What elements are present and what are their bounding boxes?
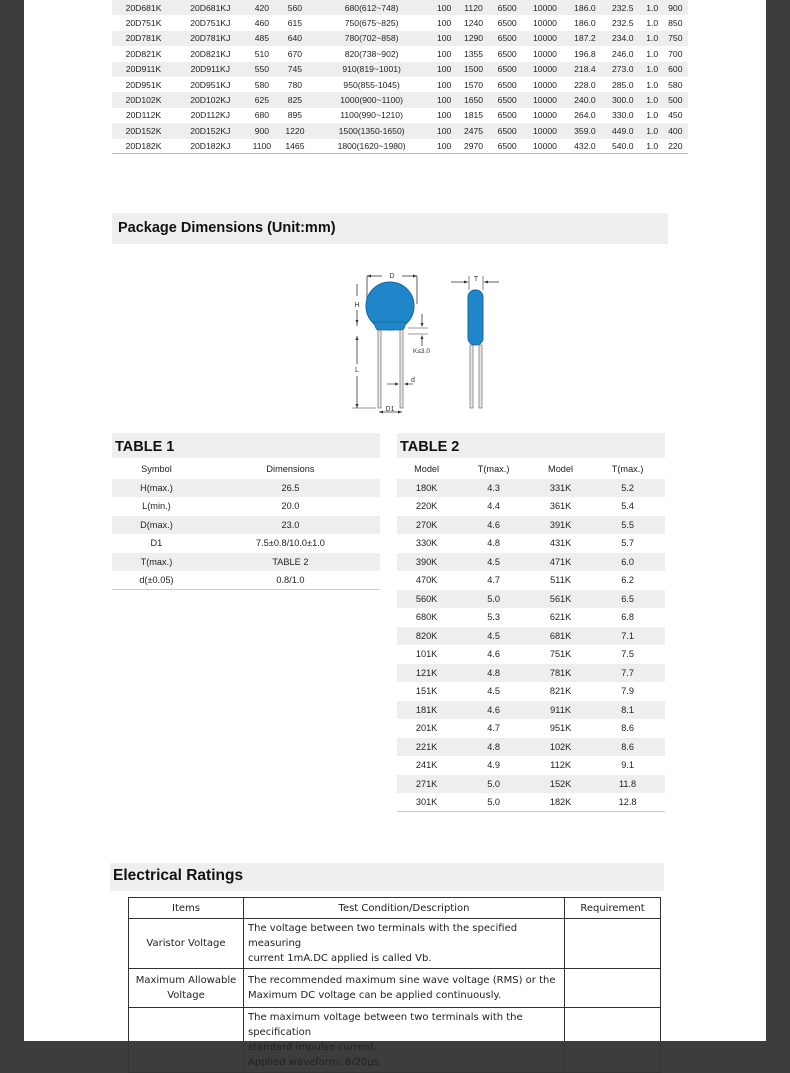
spec-cell: 1290: [457, 31, 491, 46]
electrical-requirement: [565, 919, 661, 969]
table2-row: [397, 645, 665, 664]
datasheet-page: [24, 0, 766, 1068]
spec-cell: 186.0: [574, 18, 596, 29]
table2-cell: 182K: [531, 793, 590, 812]
table1-row: [112, 479, 380, 498]
spec-cell: 1465: [278, 139, 312, 154]
spec-cell: 100: [436, 18, 452, 29]
table2-row: [397, 479, 665, 498]
spec-cell: 6500: [490, 62, 524, 77]
spec-cell: 20D751KJ: [190, 18, 231, 29]
table2-cell: 221K: [397, 738, 456, 757]
electrical-header-cell: Items: [129, 898, 244, 919]
table2-cell: 7.7: [590, 664, 665, 683]
spec-cell: 2970: [457, 139, 491, 154]
spec-cell: 20D681KJ: [175, 0, 246, 15]
label-d1: D1: [385, 406, 395, 413]
spec-cell: 1.0: [646, 79, 659, 90]
table2-cell: 151K: [415, 686, 438, 697]
spec-cell: 1220: [278, 123, 312, 138]
table2-cell: 821K: [549, 686, 572, 697]
spec-cell: 1.0: [642, 62, 663, 77]
spec-cell: 560: [278, 0, 312, 15]
spec-cell: 6500: [490, 139, 524, 154]
spec-cell: 680: [254, 110, 270, 121]
spec-cell: 20D781K: [112, 31, 175, 46]
table2-cell: 9.1: [621, 760, 634, 771]
table2-cell: 911K: [531, 701, 590, 720]
spec-cell: 6500: [497, 79, 517, 90]
spec-cell: 895: [287, 110, 303, 121]
table2-cell: 121K: [397, 664, 456, 683]
spec-cell: 450: [668, 110, 683, 121]
spec-cell: 186.0: [566, 0, 604, 15]
spec-row: [112, 46, 688, 61]
electrical-header-cell: Test Condition/Description: [244, 898, 565, 919]
table2-cell: 4.7: [487, 575, 500, 586]
spec-cell: 100: [432, 31, 457, 46]
table1-cell: 20.0: [281, 501, 300, 512]
table2-cell: 4.6: [456, 516, 531, 535]
spec-cell: 232.5: [604, 0, 642, 15]
table2-cell: 6.8: [621, 612, 634, 623]
spec-cell: 100: [432, 92, 457, 107]
description-line: The voltage between two terminals with the specified measuring: [248, 923, 518, 949]
electrical-ratings-title: Electrical Ratings: [110, 863, 664, 891]
table2-row: [397, 719, 665, 738]
table2-cell: 5.0: [456, 775, 531, 794]
table2-row: [397, 627, 665, 646]
spec-cell: 100: [432, 123, 457, 138]
spec-cell: 600: [663, 62, 688, 77]
description-line: Maximum DC voltage can be applied continuously.: [248, 990, 502, 1001]
table2-cell: 5.3: [487, 612, 500, 623]
table2-row: [397, 497, 665, 516]
spec-cell: 100: [432, 139, 457, 154]
table2-cell: 7.1: [590, 627, 665, 646]
spec-cell: 6500: [490, 0, 524, 15]
spec-cell: 745: [278, 62, 312, 77]
table2-cell: 4.5: [456, 627, 531, 646]
spec-cell: 187.2: [566, 31, 604, 46]
spec-cell: 20D911K: [112, 62, 175, 77]
table1-header-cell: Dimensions: [266, 464, 315, 475]
table1-cell: L(min.): [142, 501, 171, 512]
spec-cell: 100: [432, 0, 457, 15]
spec-cell: 910(819~1001): [312, 62, 432, 77]
package-dimensions-diagram: [314, 264, 479, 424]
table1-cell: 26.5: [201, 479, 380, 498]
spec-cell: 10000: [533, 79, 557, 90]
spec-cell: 510: [254, 48, 270, 59]
spec-cell: 485: [246, 31, 279, 46]
table1-cell: 7.5±0.8/10.0±1.0: [256, 538, 325, 549]
table1-header-row: [112, 460, 380, 479]
spec-cell: 10000: [524, 0, 566, 15]
table1-row: [112, 534, 380, 553]
table2-row: [397, 590, 665, 609]
spec-cell: 240.0: [566, 92, 604, 107]
spec-cell: 700: [668, 48, 683, 59]
table2-cell: 101K: [415, 649, 438, 660]
table2-row: [397, 553, 665, 572]
table1-header-cell: Symbol: [141, 464, 172, 475]
spec-cell: 1.0: [646, 18, 659, 29]
label-d-diameter: D: [389, 273, 395, 280]
spec-cell: 285.0: [611, 79, 634, 90]
label-d-lead: d: [411, 377, 415, 384]
spec-cell: 1.0: [646, 48, 659, 59]
spec-cell: 20D102K: [112, 92, 175, 107]
table2-row: [397, 738, 665, 757]
spec-cell: 20D951KJ: [190, 79, 231, 90]
spec-cell: 1.0: [642, 92, 663, 107]
table1-title: TABLE 1: [112, 433, 380, 458]
spec-cell: 20D152KJ: [175, 123, 246, 138]
spec-cell: 20D781KJ: [175, 31, 246, 46]
description-line: current 1mA.DC applied is called Vb.: [248, 953, 432, 964]
spec-cell: 670: [287, 48, 303, 59]
spec-row: [112, 0, 688, 15]
table2-cell: 112K: [550, 760, 571, 771]
spec-cell: 1800(1620~1980): [312, 139, 432, 154]
spec-cell: 1.0: [646, 110, 659, 121]
table2-cell: 7.5: [621, 649, 634, 660]
label-k: K≤3.0: [413, 348, 430, 355]
table2-cell: 4.3: [456, 479, 531, 498]
table2-row: [397, 534, 665, 553]
table2-cell: 12.8: [590, 793, 665, 812]
table1-row: [112, 553, 380, 572]
spec-cell: 750(675~825): [344, 18, 399, 29]
table2-row: [397, 793, 665, 812]
spec-cell: 20D821KJ: [190, 48, 231, 59]
spec-cell: 1500(1350-1650): [312, 123, 432, 138]
table2-cell: 431K: [549, 538, 572, 549]
spec-cell: 20D681K: [112, 0, 175, 15]
spec-cell: 20D182K: [112, 139, 175, 154]
electrical-requirement: [565, 969, 661, 1008]
description-line: Applied waveform: 8/20μs: [248, 1057, 380, 1068]
table2-cell: 361K: [549, 501, 572, 512]
table2-cell: 681K: [531, 627, 590, 646]
table1: [112, 460, 380, 590]
table2-cell: 471K: [531, 553, 590, 572]
table2-cell: 820K: [397, 627, 456, 646]
spec-cell: 460: [254, 18, 270, 29]
electrical-row: [129, 1008, 661, 1073]
label-t: T: [473, 276, 479, 283]
spec-cell: 20D821K: [125, 48, 162, 59]
table2-title: TABLE 2: [397, 433, 665, 458]
spec-cell: 640: [278, 31, 312, 46]
spec-cell: 820(738~902): [344, 48, 399, 59]
spec-cell: 500: [663, 92, 688, 107]
varistor-front-view: [352, 273, 430, 414]
table2-cell: 330K: [415, 538, 438, 549]
table2-cell: 4.8: [456, 738, 531, 757]
table2-cell: 470K: [415, 575, 438, 586]
table2: [397, 460, 665, 812]
electrical-row: [129, 919, 661, 969]
spec-cell: 10000: [533, 48, 557, 59]
table2-cell: 4.6: [487, 649, 500, 660]
spec-cell: 780(702~858): [312, 31, 432, 46]
spec-cell: 6500: [490, 92, 524, 107]
spec-cell: 228.0: [574, 79, 596, 90]
spec-cell: 1100(990~1210): [340, 110, 403, 121]
spec-cell: 1500: [457, 62, 491, 77]
table2-cell: 680K: [415, 612, 438, 623]
spec-cell: 540.0: [604, 139, 642, 154]
spec-cell: 359.0: [566, 123, 604, 138]
spec-cell: 850: [668, 18, 683, 29]
spec-cell: 950(855-1045): [343, 79, 400, 90]
spec-cell: 234.0: [604, 31, 642, 46]
table2-cell: 751K: [549, 649, 572, 660]
table2-cell: 152K: [531, 775, 590, 794]
table2-cell: 5.2: [590, 479, 665, 498]
table2-cell: 511K: [550, 575, 571, 586]
spec-cell: 20D152K: [112, 123, 175, 138]
label-l: L: [355, 367, 359, 374]
spec-cell: 550: [246, 62, 279, 77]
electrical-row: [129, 969, 661, 1008]
table2-cell: 271K: [397, 775, 456, 794]
spec-cell: 580: [254, 79, 270, 90]
spec-cell: 580: [668, 79, 683, 90]
table2-cell: 5.0: [456, 590, 531, 609]
spec-row: [112, 108, 688, 123]
spec-table: [112, 0, 688, 154]
spec-cell: 10000: [524, 92, 566, 107]
table2-cell: 8.6: [621, 723, 634, 734]
spec-row: [112, 15, 688, 30]
table1-row: [112, 571, 380, 590]
spec-cell: 780: [287, 79, 303, 90]
spec-cell: 1815: [463, 110, 484, 121]
electrical-item: Maximum Allowable Voltage: [129, 969, 244, 1008]
table1-row: [112, 516, 380, 535]
spec-cell: 20D112K: [125, 110, 162, 121]
table2-cell: 4.8: [487, 538, 500, 549]
varistor-side-view: [451, 276, 499, 408]
spec-cell: 1650: [457, 92, 491, 107]
spec-cell: 100: [436, 79, 452, 90]
electrical-item: [129, 1008, 244, 1073]
table2-header-cell: Model: [414, 464, 440, 475]
spec-cell: 273.0: [604, 62, 642, 77]
table2-cell: 6.0: [590, 553, 665, 572]
table2-cell: 180K: [397, 479, 456, 498]
spec-cell: 218.4: [566, 62, 604, 77]
table2-cell: 5.4: [621, 501, 634, 512]
spec-cell: 1.0: [642, 0, 663, 15]
electrical-description: [244, 969, 565, 1008]
spec-cell: 6500: [490, 123, 524, 138]
spec-cell: 1355: [463, 48, 484, 59]
spec-cell: 1.0: [642, 31, 663, 46]
spec-cell: 10000: [524, 123, 566, 138]
table2-row: [397, 608, 665, 627]
spec-cell: 1100: [246, 139, 279, 154]
table1-cell: T(max.): [112, 553, 201, 572]
electrical-description: [244, 919, 565, 969]
table2-header-cell: Model: [548, 464, 574, 475]
table1-cell: 0.8/1.0: [201, 571, 380, 590]
table2-cell: 201K: [415, 723, 438, 734]
table2-cell: 561K: [531, 590, 590, 609]
table2-header-row: [397, 460, 665, 479]
spec-row: [112, 62, 688, 77]
table2-cell: 4.6: [456, 701, 531, 720]
spec-cell: 432.0: [566, 139, 604, 154]
table2-cell: 4.5: [456, 553, 531, 572]
spec-cell: 20D102KJ: [175, 92, 246, 107]
table2-row: [397, 775, 665, 794]
spec-cell: 6500: [490, 31, 524, 46]
table2-cell: 5.5: [590, 516, 665, 535]
table1-cell: d(±0.05): [112, 571, 201, 590]
spec-cell: 10000: [524, 139, 566, 154]
spec-cell: 615: [287, 18, 303, 29]
spec-cell: 246.0: [611, 48, 634, 59]
table2-cell: 6.2: [621, 575, 634, 586]
spec-cell: 900: [663, 0, 688, 15]
table2-cell: 331K: [531, 479, 590, 498]
spec-cell: 100: [432, 62, 457, 77]
table2-cell: 270K: [397, 516, 456, 535]
table2-cell: 102K: [531, 738, 590, 757]
description-line: The maximum voltage between two terminals with the specification: [248, 1012, 523, 1038]
spec-cell: 10000: [524, 62, 566, 77]
spec-cell: 1000(900~1100): [312, 92, 432, 107]
table2-cell: 8.1: [590, 701, 665, 720]
spec-cell: 1.0: [642, 123, 663, 138]
table2-cell: 181K: [397, 701, 456, 720]
table2-cell: 391K: [531, 516, 590, 535]
electrical-description: [244, 1008, 565, 1073]
spec-cell: 750: [663, 31, 688, 46]
package-dimensions-title: Package Dimensions (Unit:mm): [112, 213, 668, 244]
spec-cell: 680(612~748): [312, 0, 432, 15]
spec-cell: 2475: [457, 123, 491, 138]
table2-cell: 7.9: [621, 686, 634, 697]
table2-cell: 8.6: [590, 738, 665, 757]
table2-row: [397, 571, 665, 590]
table2-row: [397, 701, 665, 720]
table2-cell: 951K: [549, 723, 572, 734]
spec-cell: 20D951K: [125, 79, 162, 90]
spec-cell: 330.0: [611, 110, 634, 121]
table2-cell: 560K: [397, 590, 456, 609]
spec-cell: 449.0: [604, 123, 642, 138]
spec-cell: 220: [663, 139, 688, 154]
table2-header-cell: T(max.): [477, 464, 510, 475]
spec-cell: 300.0: [604, 92, 642, 107]
spec-cell: 420: [246, 0, 279, 15]
table2-header-cell: T(max.): [611, 464, 644, 475]
description-line: The recommended maximum sine wave voltage (RMS) or the: [248, 975, 556, 986]
electrical-header-cell: Requirement: [565, 898, 661, 919]
spec-cell: 100: [436, 110, 452, 121]
spec-row: [112, 31, 688, 46]
spec-cell: 10000: [524, 31, 566, 46]
table2-cell: 301K: [397, 793, 456, 812]
spec-cell: 20D751K: [125, 18, 162, 29]
table1-cell: 23.0: [201, 516, 380, 535]
table2-cell: 5.7: [621, 538, 634, 549]
spec-row: [112, 139, 688, 154]
table2-cell: 390K: [397, 553, 456, 572]
table2-cell: 6.5: [590, 590, 665, 609]
table2-cell: 5.0: [456, 793, 531, 812]
label-h: H: [354, 302, 360, 309]
spec-cell: 900: [246, 123, 279, 138]
table1-row: [112, 497, 380, 516]
spec-cell: 625: [246, 92, 279, 107]
table2-cell: 4.9: [487, 760, 500, 771]
table1-cell: D1: [150, 538, 163, 549]
spec-cell: 400: [663, 123, 688, 138]
spec-cell: 196.8: [574, 48, 596, 59]
table2-cell: 4.4: [487, 501, 500, 512]
table2-cell: 241K: [415, 760, 438, 771]
electrical-item: Varistor Voltage: [129, 919, 244, 969]
spec-cell: 6500: [497, 110, 517, 121]
table2-cell: 4.7: [487, 723, 500, 734]
table2-row: [397, 516, 665, 535]
table2-cell: 4.8: [456, 664, 531, 683]
description-line: standard impulse current.: [248, 1042, 378, 1053]
spec-row: [112, 92, 688, 107]
table2-cell: 4.5: [487, 686, 500, 697]
table1-cell: D(max.): [112, 516, 201, 535]
spec-cell: 1.0: [642, 139, 663, 154]
spec-cell: 20D112KJ: [190, 110, 231, 121]
spec-row: [112, 77, 688, 92]
table1-cell: H(max.): [112, 479, 201, 498]
spec-cell: 1570: [463, 79, 484, 90]
spec-cell: 6500: [497, 18, 517, 29]
electrical-requirement: [565, 1008, 661, 1073]
spec-cell: 825: [278, 92, 312, 107]
spec-cell: 10000: [533, 110, 557, 121]
spec-cell: 6500: [497, 48, 517, 59]
spec-cell: 1120: [457, 0, 491, 15]
table2-cell: 11.8: [590, 775, 665, 794]
table2-row: [397, 682, 665, 701]
table1-cell: TABLE 2: [201, 553, 380, 572]
spec-cell: 100: [436, 48, 452, 59]
table2-cell: 781K: [531, 664, 590, 683]
table2-cell: 621K: [549, 612, 572, 623]
spec-cell: 20D182KJ: [175, 139, 246, 154]
spec-row: [112, 123, 688, 138]
table2-cell: 220K: [415, 501, 438, 512]
spec-cell: 1240: [463, 18, 484, 29]
spec-cell: 20D911KJ: [175, 62, 246, 77]
table2-row: [397, 664, 665, 683]
spec-cell: 264.0: [574, 110, 596, 121]
table2-row: [397, 756, 665, 775]
electrical-ratings-table: [128, 897, 661, 1073]
spec-cell: 232.5: [611, 18, 634, 29]
spec-cell: 10000: [533, 18, 557, 29]
